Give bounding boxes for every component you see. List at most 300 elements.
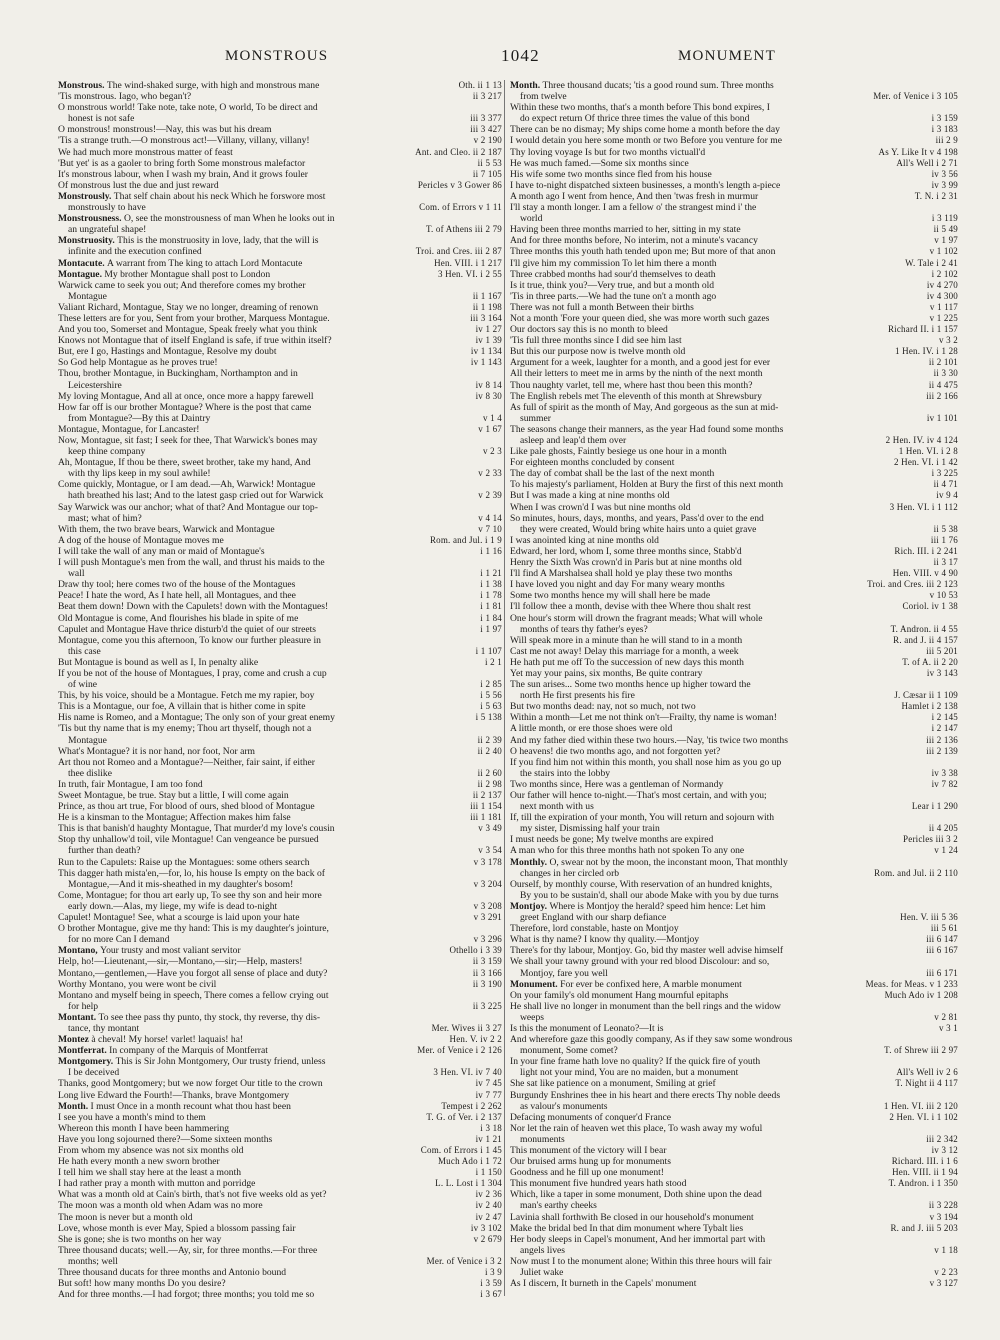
citation-ref: iii 3 427: [470, 124, 502, 135]
headword-entry: [58, 1012, 502, 1023]
quotation-text: world: [520, 213, 543, 225]
quotation-line: [510, 402, 958, 413]
citation-ref: Mer. of Venice i 3 105: [873, 91, 958, 102]
quotation-text: If, till the expiration of your month, You will return and sojourn with: [510, 812, 775, 824]
quotation-line: [58, 1245, 502, 1256]
citation-ref: T. Night ii 4 117: [895, 1078, 958, 1089]
right-column: [510, 80, 958, 1289]
quotation-line: [58, 1123, 502, 1134]
quotation-text: asleep and leap'd them over: [520, 435, 627, 446]
quotation-text: A month ago I went from hence, And then 'twas fresh in murmur: [510, 190, 759, 202]
citation-ref: 3 Hen. VI. i 2 55: [438, 268, 502, 279]
quotation-line: [58, 812, 502, 823]
quotation-text: Juliet wake: [520, 1267, 564, 1279]
quotation-line: [510, 535, 958, 546]
quotation-line: [510, 1034, 958, 1045]
quotation-line: [510, 1189, 958, 1200]
quotation-line: [510, 801, 958, 812]
quotation-text: honest is not safe: [68, 113, 135, 125]
quotation-line: [58, 368, 502, 379]
quotation-line: [58, 635, 502, 646]
quotation-text: Long live Edward the Fourth!—Thanks, brave Montgomery: [58, 1089, 289, 1101]
quotation-line: [510, 868, 958, 879]
quotation-line: [58, 346, 502, 357]
citation-ref: i 1 150: [475, 1167, 502, 1178]
quotation-line: [510, 1145, 958, 1156]
citation-ref: v 2 679: [473, 1233, 502, 1244]
citation-ref: 3 Hen. VI. i 1 112: [889, 501, 958, 512]
citation-ref: v 3 208: [473, 900, 502, 911]
headword: Montgomery.: [58, 1056, 116, 1068]
citation-ref: iv 7 82: [931, 778, 958, 789]
citation-ref: i 2 145: [931, 712, 958, 723]
quotation-line: [510, 690, 958, 701]
quotation-line: [58, 524, 502, 535]
headword-entry: [58, 235, 502, 246]
quotation-line: [58, 879, 502, 890]
citation-ref: v 10 53: [929, 590, 958, 601]
quotation-line: [58, 169, 502, 180]
citation-ref: ii 3 166: [472, 967, 502, 978]
quotation-text: Our father will hence to-night.—That's most certain, and with you;: [510, 790, 767, 801]
citation-ref: 1 Hen. IV. i 1 28: [895, 346, 958, 357]
quotation-line: [510, 1256, 958, 1267]
quotation-text: This is the monstruosity in love, lady, that the will is: [117, 235, 319, 247]
quotation-line: [58, 535, 502, 546]
quotation-text: months; well: [68, 1255, 118, 1267]
quotation-line: [510, 701, 958, 712]
quotation-line: [58, 313, 502, 324]
citation-ref: ii 3 190: [472, 978, 502, 989]
citation-ref: 1 Hen. VI. iii 2 120: [883, 1100, 958, 1111]
quotation-line: [58, 147, 502, 158]
quotation-text: next month with us: [520, 801, 594, 813]
citation-ref: i 5 63: [480, 701, 502, 712]
citation-ref: iv 3 56: [931, 168, 958, 179]
quotation-text: months of tears thy father's eyes?: [520, 623, 648, 635]
quotation-line: [510, 968, 958, 979]
quotation-text: from Montague?—By this at Daintry: [68, 412, 211, 424]
quotation-text: O heavens! die two months ago, and not forgotten yet?: [510, 745, 721, 757]
quotation-text: A dog of the house of Montague moves me: [58, 534, 224, 546]
quotation-text: wall: [68, 568, 85, 580]
quotation-line: [510, 945, 958, 956]
quotation-text: But I was made a king at nine months old: [510, 490, 670, 502]
citation-ref: Hamlet i 2 138: [901, 701, 958, 712]
quotation-text: If you find him not within this month, you shall nose him as you go up: [510, 756, 782, 768]
quotation-line: [58, 613, 502, 624]
citation-ref: v 3 54: [478, 845, 502, 856]
quotation-line: [58, 579, 502, 590]
citation-ref: iii 6 147: [926, 934, 958, 945]
citation-ref: v 2 81: [934, 1011, 958, 1022]
quotation-line: [510, 280, 958, 291]
citation-ref: iv 1 143: [470, 357, 502, 368]
quotation-line: [510, 457, 958, 468]
quotation-text: greet England with our sharp defiance: [520, 912, 667, 924]
quotation-line: [510, 613, 958, 624]
quotation-line: [58, 413, 502, 424]
quotation-text: The moon is never but a month old: [58, 1211, 193, 1223]
quotation-text: infinite and the execution confined: [68, 246, 202, 258]
quotation-line: [58, 435, 502, 446]
quotation-text: If you be not of the house of Montagues, I pray, come and crush a cup: [58, 667, 327, 679]
citation-ref: v 2 190: [473, 135, 502, 146]
citation-ref: iii 6 171: [926, 967, 958, 978]
citation-ref: ii 3 228: [928, 1200, 958, 1211]
quotation-text: Beat them down! Down with the Capulets! down with the Montagues!: [58, 601, 329, 613]
citation-ref: Mer. Wives ii 3 27: [431, 1022, 502, 1033]
quotation-line: [58, 712, 502, 723]
citation-ref: ii 1 167: [472, 290, 502, 301]
citation-ref: i 3 9: [484, 1267, 502, 1278]
quotation-line: [58, 557, 502, 568]
headword: Month.: [510, 80, 543, 91]
quotation-line: [510, 324, 958, 335]
quotation-text: Capulet! Montague! See, what a scourge is laid upon your hate: [58, 912, 300, 924]
citation-ref: Richard II. i 1 157: [887, 324, 958, 335]
quotation-text: Help, ho!—Lieutenant,—sir,—Montano,—sir;—Help, masters!: [58, 956, 303, 968]
quotation-text: Our bruised arms hung up for monuments: [510, 1156, 671, 1168]
citation-ref: 2 Hen. VI. i 1 42: [894, 457, 958, 468]
quotation-line: [510, 1012, 958, 1023]
headword: Monstruosity.: [58, 235, 118, 247]
quotation-line: [510, 147, 958, 158]
citation-ref: i 2 85: [480, 679, 502, 690]
quotation-line: [58, 601, 502, 612]
quotation-line: [510, 624, 958, 635]
quotation-text: A man who for this three months hath not spoken To any one: [510, 845, 745, 857]
quotation-line: [58, 1234, 502, 1245]
quotation-line: [510, 746, 958, 757]
quotation-text: What's Montague? it is nor hand, nor foot, Nor arm: [58, 745, 256, 757]
quotation-text: Not a month 'Fore your queen died, she was more worth such gazes: [510, 312, 770, 324]
citation-ref: ii 5 38: [933, 523, 958, 534]
quotation-text: Lavinia shall forthwith Be closed in our household's monument: [510, 1211, 754, 1223]
quotation-text: Have you long sojourned there?—Some sixteen months: [58, 1133, 273, 1145]
quotation-text: To see thee pass thy punto, thy stock, thy reverse, thy dis-: [98, 1011, 321, 1023]
quotation-text: Our doctors say this is no month to bleed: [510, 324, 668, 336]
quotation-line: [58, 823, 502, 834]
quotation-text: as valour's monuments: [520, 1100, 608, 1112]
citation-ref: iv 3 12: [931, 1145, 958, 1155]
citation-ref: iii 1 154: [470, 801, 502, 812]
quotation-line: [58, 857, 502, 868]
quotation-text: Cast me not away! Delay this marriage for a month, a week: [510, 645, 739, 657]
quotation-text: Montano and myself being in speech, There comes a fellow crying out: [58, 989, 329, 1001]
quotation-text: I tell him we shall stay here at the least a month: [58, 1167, 242, 1179]
quotation-line: [58, 956, 502, 967]
quotation-line: [510, 435, 958, 446]
quotation-text: This, by his voice, should be a Montague. Fetch me my rapier, boy: [58, 690, 315, 702]
quotation-line: [510, 224, 958, 235]
citation-ref: i 2 147: [931, 723, 958, 734]
quotation-line: [58, 1289, 502, 1300]
headword: Monstrous.: [58, 80, 107, 91]
citation-ref: Rich. III. i 2 241: [894, 545, 958, 556]
citation-ref: v 3 204: [473, 878, 502, 889]
quotation-line: [58, 302, 502, 313]
citation-ref: T. N. i 2 31: [914, 190, 958, 201]
quotation-line: [58, 224, 502, 235]
citation-ref: iii 1 181: [470, 812, 502, 823]
quotation-line: [58, 624, 502, 635]
quotation-text: Knows not Montague that of itself England is safe, if true within itself?: [58, 335, 332, 347]
headword: Montez: [58, 1034, 92, 1046]
quotation-line: [58, 590, 502, 601]
citation-ref: i 1 97: [480, 623, 502, 634]
quotation-text: In your fine frame hath love no quality? If the quick fire of youth: [510, 1056, 761, 1068]
citation-ref: v 3 127: [929, 1278, 958, 1289]
quotation-text: Of monstrous lust the due and just reward: [58, 179, 219, 191]
quotation-text: The English rebels met The eleventh of this month at Shrewsbury: [510, 390, 762, 402]
quotation-line: [510, 102, 958, 113]
quotation-text: She is gone; she is two months on her way: [58, 1233, 222, 1245]
citation-ref: ii 3 30: [933, 368, 958, 379]
quotation-line: [510, 956, 958, 967]
citation-ref: All's Well iv 2 6: [896, 1067, 958, 1078]
quotation-line: [58, 1145, 502, 1156]
quotation-text: Warwick came to seek you out; And therefore comes my brother: [58, 279, 306, 291]
quotation-text: Capulet and Montague Have thrice disturb'd the quiet of our streets: [58, 623, 317, 635]
quotation-line: [510, 291, 958, 302]
quotation-text: Is this the monument of Leonato?—It is: [510, 1022, 664, 1034]
citation-ref: i 3 119: [931, 213, 958, 224]
citation-ref: iii 3 164: [470, 312, 502, 323]
quotation-text: I'll follow thee a month, devise with thee Where thou shalt rest: [510, 601, 751, 613]
citation-ref: Rom. and Jul. i 1 9: [429, 534, 502, 545]
citation-ref: iv 2 36: [475, 1189, 502, 1200]
quotation-text: angels lives: [520, 1244, 566, 1256]
quotation-line: [510, 546, 958, 557]
quotation-text: I had rather pray a month with mutton and porridge: [58, 1178, 256, 1190]
quotation-line: [510, 923, 958, 934]
quotation-line: [58, 901, 502, 912]
quotation-line: [510, 124, 958, 135]
quotation-text: He was much famed.—Some six months since: [510, 157, 689, 169]
quotation-text: This is Sir John Montgomery, Our trusty friend, unless: [115, 1056, 326, 1068]
quotation-line: [58, 1001, 502, 1012]
quotation-text: He is a kinsman to the Montague; Affection makes him false: [58, 812, 291, 824]
quotation-text: Make the bridal bed In that dim monument where Tybalt lies: [510, 1222, 744, 1234]
citation-ref: v 2 23: [934, 1267, 958, 1278]
quotation-line: [58, 890, 502, 901]
quotation-line: [58, 912, 502, 923]
citation-ref: iv 2 47: [475, 1211, 502, 1222]
quotation-text: Having been three months married to her, sitting in my state: [510, 224, 741, 236]
quotation-line: [510, 335, 958, 346]
quotation-line: [58, 124, 502, 135]
quotation-line: [510, 302, 958, 313]
quotation-line: [510, 879, 958, 890]
citation-ref: W. Tale i 2 41: [905, 257, 958, 268]
citation-ref: i 1 21: [480, 568, 502, 579]
citation-ref: Richard. III. i 1 6: [891, 1156, 958, 1167]
quotation-line: [510, 1090, 958, 1101]
citation-ref: Othello i 3 39: [449, 945, 502, 956]
quotation-line: [510, 934, 958, 945]
quotation-text: north He first presents his fire: [520, 690, 635, 702]
quotation-line: [510, 158, 958, 169]
citation-ref: R. and J. iii 5 203: [890, 1222, 958, 1233]
quotation-line: [58, 1200, 502, 1211]
citation-ref: v 1 97: [934, 235, 958, 246]
quotation-line: [58, 790, 502, 801]
citation-ref: i 1 38: [480, 579, 502, 590]
citation-ref: iii 2 139: [926, 745, 958, 756]
quotation-line: [510, 1078, 958, 1089]
citation-ref: iv 7 45: [475, 1078, 502, 1089]
quotation-line: [58, 834, 502, 845]
citation-ref: iii 5 61: [930, 923, 958, 934]
citation-ref: ii 3 217: [472, 91, 502, 102]
citation-ref: Ant. and Cleo. ii 2 187: [415, 146, 502, 157]
quotation-line: [510, 258, 958, 269]
quotation-line: [510, 845, 958, 856]
quotation-line: [58, 968, 502, 979]
quotation-line: [510, 1123, 958, 1134]
quotation-text: But Montague is bound as well as I, In penalty alike: [58, 656, 259, 668]
quotation-line: [510, 668, 958, 679]
quotation-text: I'll find A Marshalsea shall hold ye play these two months: [510, 568, 733, 580]
quotation-text: 'Tis full three months since I did see him last: [510, 335, 682, 347]
quotation-text: I must needs be gone; My twelve months are expired: [510, 834, 714, 846]
quotation-text: light not your mind, You are no maiden, but a monument: [520, 1067, 739, 1079]
citation-ref: T. of Athens iii 2 79: [425, 224, 502, 235]
citation-ref: Hen. VIII. ii 1 94: [892, 1167, 958, 1178]
quotation-line: [58, 546, 502, 557]
quotation-text: But, ere I go, Hastings and Montague, Resolve my doubt: [58, 346, 277, 358]
quotation-text: What is thy name? I know thy quality.—Montjoy: [510, 934, 700, 946]
headword-entry: [58, 213, 502, 224]
quotation-text: These letters are for you, Sent from your brother, Marquess Montague.: [58, 312, 330, 324]
citation-ref: iv 3 38: [931, 767, 958, 778]
quotation-line: [510, 812, 958, 823]
citation-ref: Pericles v 3 Gower 86: [417, 179, 502, 190]
quotation-line: [58, 1189, 502, 1200]
quotation-text: Montague, come you this afternoon, To know our further pleasure in: [58, 634, 321, 646]
quotation-line: [58, 513, 502, 524]
quotation-text: hath breathed his last; And to the latest gasp cried out for Warwick: [68, 490, 324, 502]
quotation-line: [510, 735, 958, 746]
quotation-line: [510, 590, 958, 601]
quotation-text: they were created, Would bring white hairs unto a quiet grave: [520, 523, 757, 535]
quotation-line: [510, 834, 958, 845]
quotation-text: the stairs into the lobby: [520, 767, 611, 779]
quotation-line: [510, 213, 958, 224]
citation-ref: i 1 107: [475, 645, 502, 656]
quotation-line: [58, 1156, 502, 1167]
quotation-text: One hour's storm will drown the fragrant meads; What will whole: [510, 612, 763, 624]
quotation-line: [58, 923, 502, 934]
concordance-columns: [58, 80, 958, 1340]
headword-entry: [58, 258, 502, 269]
citation-ref: i 1 78: [480, 590, 502, 601]
quotation-line: [58, 679, 502, 690]
quotation-text: So minutes, hours, days, months, and years, Pass'd over to the end: [510, 512, 764, 524]
headword: Month.: [58, 1100, 91, 1112]
citation-ref: v 3 49: [478, 823, 502, 834]
quotation-text: mast; what of him?: [68, 512, 142, 524]
citation-ref: Mer. of Venice i 3 2: [426, 1255, 502, 1266]
quotation-text: Worthy Montano, you were wont be civil: [58, 978, 217, 990]
quotation-line: [510, 712, 958, 723]
quotation-line: [510, 579, 958, 590]
quotation-text: And for three months.—I had forgot; three months; you told me so: [58, 1289, 315, 1301]
quotation-text: Whereon this month I have been hammering: [58, 1122, 230, 1134]
citation-ref: iv 1 134: [470, 346, 502, 357]
quotation-text: of wine: [68, 679, 98, 691]
quotation-text: Within a month—Let me not think on't—Frailty, thy name is woman!: [510, 712, 777, 724]
quotation-text: Her body sleeps in Capel's monument, And her immortal part with: [510, 1233, 766, 1245]
quotation-text: I will push Montague's men from the wall, and thrust his maids to the: [58, 557, 325, 569]
citation-ref: iii 2 136: [926, 734, 958, 745]
quotation-line: [510, 424, 958, 435]
citation-ref: iv 1 39: [475, 335, 502, 346]
citation-ref: Coriol. iv 1 38: [902, 601, 958, 612]
quotation-line: [58, 468, 502, 479]
quotation-text: Stop thy unhallow'd toil, vile Montague! Can vengeance be pursued: [58, 834, 319, 846]
citation-ref: iii 1 76: [930, 534, 958, 545]
quotation-text: Run to the Capulets: Raise up the Montagues: some others search: [58, 856, 310, 868]
quotation-text: for no more Can I demand: [68, 934, 170, 946]
headword-entry: [58, 1045, 502, 1056]
quotation-line: [510, 823, 958, 834]
quotation-text: for help: [68, 1000, 99, 1012]
quotation-text: from twelve: [520, 91, 567, 103]
citation-ref: T. of A. ii 2 20: [902, 656, 958, 667]
quotation-line: [510, 169, 958, 180]
quotation-text: He hath every month a new sworn brother: [58, 1156, 220, 1168]
quotation-text: How far off is our brother Montague? Where is the post that came: [58, 401, 312, 413]
citation-ref: iii 2 166: [926, 390, 958, 401]
quotation-text: man's earthy cheeks: [520, 1200, 597, 1212]
quotation-line: [58, 113, 502, 124]
quotation-line: [510, 779, 958, 790]
citation-ref: ii 7 105: [472, 168, 502, 179]
citation-ref: v 1 24: [934, 845, 958, 856]
quotation-line: [58, 990, 502, 1001]
quotation-line: [58, 380, 502, 391]
quotation-line: [58, 324, 502, 335]
citation-ref: i 3 183: [931, 124, 958, 135]
citation-ref: Hen. VIII. v 4 90: [892, 568, 958, 579]
citation-ref: All's Well i 2 71: [896, 157, 958, 168]
citation-ref: iv 4 270: [926, 279, 958, 290]
quotation-line: [510, 202, 958, 213]
citation-ref: i 3 59: [480, 1278, 502, 1289]
quotation-text: 'Tis a strange truth.—O monstrous act!—Villany, villany, villany!: [58, 135, 310, 147]
quotation-line: [58, 391, 502, 402]
quotation-text: Ourself, by monthly course, With reservation of an hundred knights,: [510, 878, 773, 890]
quotation-line: [510, 568, 958, 579]
citation-ref: iv 9 4: [936, 490, 958, 501]
quotation-line: [510, 313, 958, 324]
headword-entry: [58, 1101, 502, 1112]
quotation-line: [510, 502, 958, 513]
quotation-text: It's monstrous labour, when I wash my brain, And it grows fouler: [58, 168, 308, 180]
quotation-text: Within these two months, that's a month before This bond expires, I: [510, 102, 770, 114]
quotation-text: Thy loving voyage Is but for two months victuall'd: [510, 146, 706, 158]
quotation-text: Three thousand ducats; 'tis a good round sum. Three months: [542, 80, 774, 91]
quotation-text: Valiant Richard, Montague, Stay we no longer, dreaming of renown: [58, 301, 319, 313]
citation-ref: iii 3 377: [470, 113, 502, 124]
citation-ref: iv 4 300: [926, 290, 958, 301]
quotation-line: [58, 1212, 502, 1223]
quotation-text: Burgundy Enshrines thee in his heart and there erects Thy noble deeds: [510, 1089, 781, 1101]
quotation-text: As full of spirit as the month of May, And gorgeous as the sun at mid-: [510, 401, 779, 413]
quotation-text: The moon was a month old when Adam was no more: [58, 1200, 263, 1212]
